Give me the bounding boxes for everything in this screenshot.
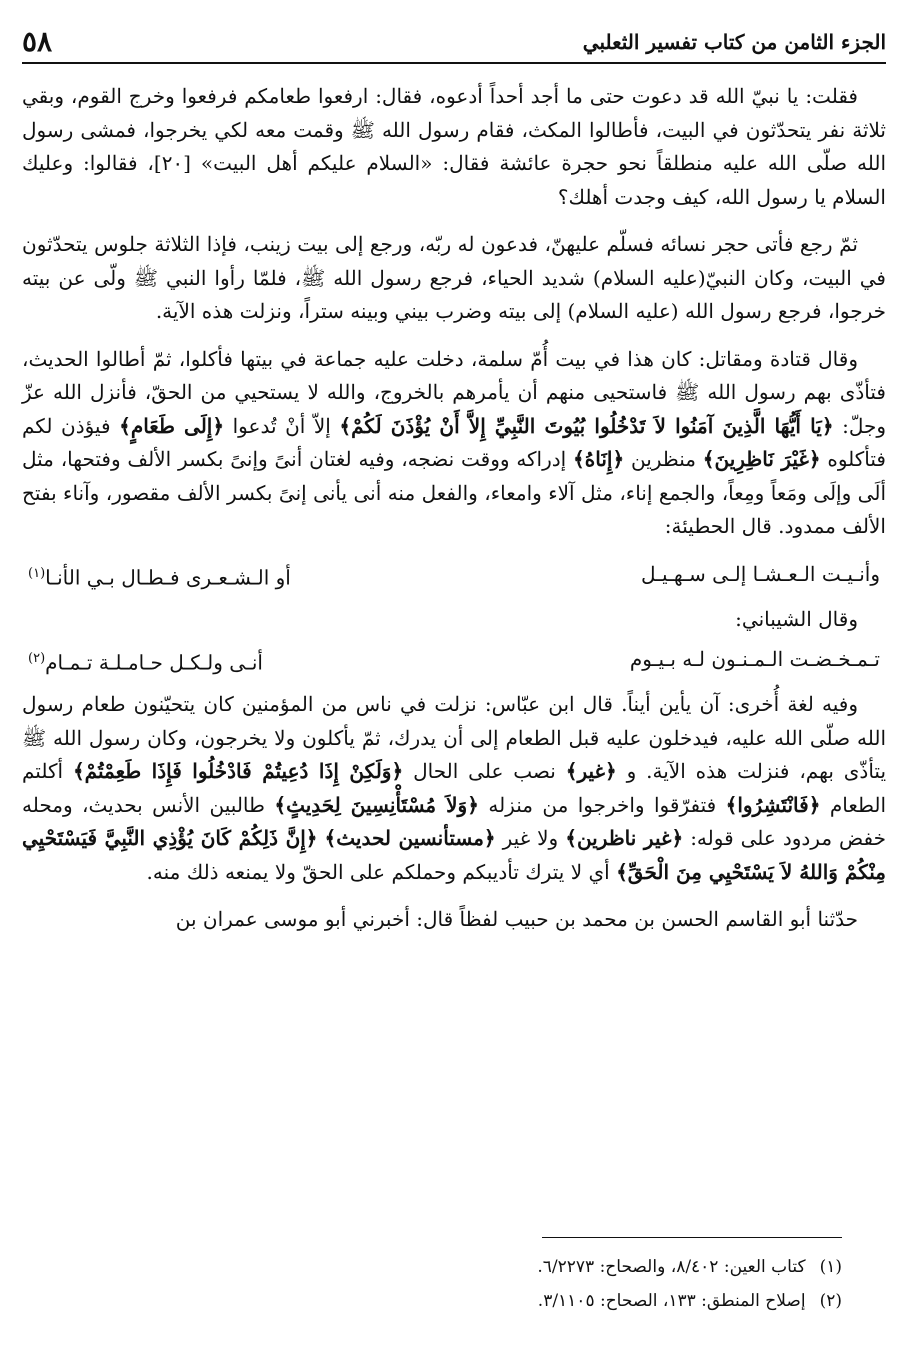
footnote-number: (١) — [819, 1257, 842, 1277]
footnote-divider — [542, 1237, 842, 1238]
paragraph: حدّثنا أبو القاسم الحسن بن محمد بن حبيب لفظاً قال: أخبرني أبو موسى عمران بن — [175, 907, 858, 932]
quran-quote: ﴿يَا أَيُّهَا الَّذِينَ آمَنُوا لاَ تَدْخُلُوا بُيُوتَ النَّبِيِّ إِلاَّ أَنْ يُؤْذَنَ لَكُمْ﴾ — [339, 413, 834, 438]
footnote-text: كتاب العين: ٨/٤٠٢، والصحاح: ٦/٢٢٧٣. — [537, 1257, 806, 1277]
quran-quote: ﴿إِنَّ ذَلِكُمْ كَانَ يُؤْذِي النَّبِيَّ فَيَسْتَحْيِي مِنْكُمْ وَاللهُ لاَ يَسْتَحْيِي مِنَ الْحَقِّ﴾ — [22, 826, 886, 884]
verse-first-hemistich: وأنـيـت الـعـشـا إلـى سـهـيـل — [641, 561, 880, 586]
paragraph-shaybani: وقال الشيباني: — [735, 607, 858, 632]
page-number: ٥٨ — [22, 25, 53, 58]
verse-second-hemistich: أنـى ولـكـل حـامـلـة تـمـام$^{(٢)}$ — [28, 650, 263, 675]
footnote-mark: (١) — [28, 565, 46, 581]
footnote — [22, 1284, 842, 1318]
page-header — [22, 22, 886, 64]
quran-quote: ﴿غير ناظرين﴾ — [565, 826, 684, 851]
quran-quote: ﴿إِلَى طَعَامٍ﴾ — [119, 413, 225, 438]
paragraph: ثمّ رجع فأتى حجر نسائه فسلّم عليهنّ، فدعون له ربّه، ورجع إلى بيت زينب، فإذا الثلاثة جلوس يتحدّثون في البيت، وكان النبيّ(عليه السلام) شديد الحياء، فرجع رسول الله ﷺ، فلمّا رأوا النبي ﷺ ولّى عن بيته خرجوا، فرجع رسول الله (عليه السلام) إلى بيته وضرب بيني وبينه ستراً، ونزلت هذه الآية. — [22, 232, 886, 323]
running-title: الجزء الثامن من كتاب تفسير الثعلبي — [582, 30, 886, 54]
quran-quote: ﴿إِنَاهُ﴾ — [573, 447, 625, 471]
quran-quote: ﴿غَيْرَ نَاظِرِينَ﴾ — [702, 447, 821, 471]
verse-second-hemistich: أو الـشـعـرى فـطـال بـي الأنـا$^{(١)}$ — [28, 565, 291, 590]
quran-quote: ﴿وَلاَ مُسْتَأْنِسِينَ لِحَدِيثٍ﴾ — [274, 792, 479, 817]
paragraph-ibn-abbas: وفيه لغة أُخرى: آن يأين أيناً. قال ابن عبّاس: نزلت في ناس من المؤمنين كان يتحيّنون طعام رسول الله صلّى الله عليه، فيدخلون عليه قبل الطعام إلى أن يدرك، ثمّ يأكلون ولا يخرجون، وكان رسول الله ﷺ يتأذّى بهم، فنزلت هذه الآية. و ﴿غير﴾ نصب على الحال ﴿وَلَكِنْ إِذَا دُعِيتُمْ فَادْخُلُوا فَإِذَا طَعِمْتُمْ﴾ أكلتم الطعام ﴿فَانْتَشِرُوا﴾ فتفرّقوا واخرجوا من منزله ﴿وَلاَ مُسْتَأْنِسِينَ لِحَدِيثٍ﴾ طالبين الأنس بحديث، ومحله خفض مردود على قوله: ﴿غير ناظرين﴾ ولا غير ﴿مستأنسين لحديث﴾ ﴿إِنَّ ذَلِكُمْ كَانَ يُؤْذِي النَّبِيَّ فَيَسْتَحْيِي مِنْكُمْ وَاللهُ لاَ يَسْتَحْيِي مِنَ الْحَقِّ﴾ أي لا يترك تأديبكم وحملكم على الحقّ ولا يمنعه ذلك منه. — [22, 692, 887, 884]
footnotes — [22, 1250, 842, 1318]
footnote-mark: (٢) — [28, 650, 46, 666]
quran-quote: ﴿وَلَكِنْ إِذَا دُعِيتُمْ فَادْخُلُوا فَإِذَا طَعِمْتُمْ﴾ — [72, 759, 404, 784]
paragraph-qatada: وقال قتادة ومقاتل: كان هذا في بيت أُمّ سلمة، دخلت عليه جماعة في بيتها فأكلوا، ثمّ أطالوا الحديث، فتأذّى بهم رسول الله ﷺ فاستحيى منهم أن يأمرهم بالخروج، والله لا يستحيي من الحقّ، فأنزل الله عزّ وجلّ: ﴿يَا أَيُّهَا الَّذِينَ آمَنُوا لاَ تَدْخُلُوا بُيُوتَ النَّبِيِّ إِلاَّ أَنْ يُؤْذَنَ لَكُمْ﴾ إلاّ أنْ تُدعوا ﴿إِلَى طَعَامٍ﴾ فيؤذن لكم فتأكلوه ﴿غَيْرَ نَاظِرِينَ﴾ منظرين ﴿إِنَاهُ﴾ إدراكه ووقت نضجه، وفيه لغتان أنىً وإنىً بكسر الألف وفتحها، مثل ألَى وإلَى ومَعاً ومِعاً، والجمع إناء، مثل آلاء وامعاء، والفعل منه أنى يأنى إنىً بكسر الألف مقصور، وآناء بفتح الألف ممدود. قال الحطيئة: — [22, 346, 887, 538]
footnote — [22, 1250, 842, 1284]
footnote-number: (٢) — [819, 1291, 842, 1311]
quran-quote: ﴿مستأنسين لحديث﴾ — [324, 826, 496, 851]
verse-first-hemistich: تـمـخـضـت الـمـنـون لـه بـيـوم — [629, 646, 880, 671]
poetry-verse — [22, 643, 886, 679]
quran-quote: ﴿فَانْتَشِرُوا﴾ — [725, 792, 821, 817]
page-body — [22, 80, 886, 951]
paragraph: فقلت: يا نبيّ الله قد دعوت حتى ما أجد أحداً أدعوه، فقال: ارفعوا طعامكم فرفعوا وخرج القوم، وبقي ثلاثة نفر يتحدّثون في البيت، فأطالوا المكث، فقام رسول الله ﷺ وقمت معه لكي يخرجوا، فمشى رسول الله صلّى الله عليه منطلقاً نحو حجرة عائشة فقال: «السلام عليكم أهل البيت» [٢٠]، فقالوا: وعليك السلام يا رسول الله، كيف وجدت أهلك؟ — [22, 84, 887, 209]
footnote-text: إصلاح المنطق: ١٣٣، الصحاح: ٣/١١٠٥. — [537, 1291, 806, 1311]
poetry-verse — [22, 558, 886, 594]
quran-quote: ﴿غير﴾ — [565, 759, 617, 784]
